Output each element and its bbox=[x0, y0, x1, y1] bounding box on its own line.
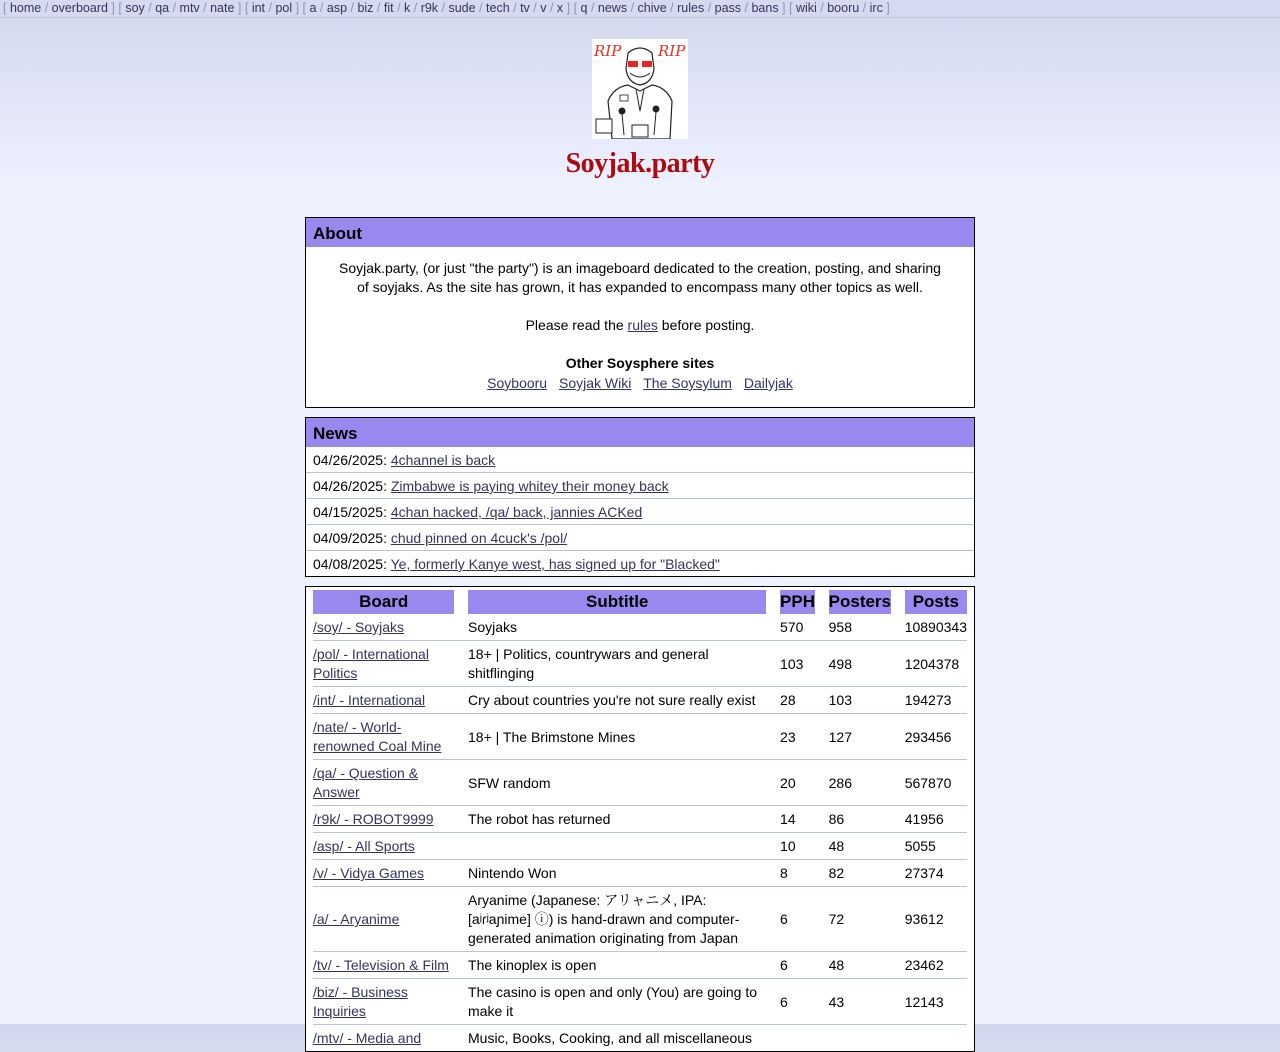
nav-link-booru[interactable]: booru bbox=[827, 1, 860, 15]
news-link[interactable]: 4channel is back bbox=[390, 452, 496, 468]
board-cell-pph: 20 bbox=[780, 759, 815, 805]
board-row bbox=[313, 978, 967, 1024]
news-link[interactable]: Ye, formerly Kanye west, has signed up for "Blacked" bbox=[390, 556, 720, 572]
board-cell-pph: 10 bbox=[780, 832, 815, 859]
nav-link-home[interactable]: home bbox=[9, 1, 42, 15]
board-cell-subtitle: Cry about countries you're not sure really exist bbox=[468, 686, 766, 713]
board-cell-posts: 567870 bbox=[905, 759, 967, 805]
board-cell-posters: 103 bbox=[829, 686, 891, 713]
board-link[interactable]: /pol/ - International Politics bbox=[313, 646, 429, 681]
news-item bbox=[306, 498, 974, 524]
nav-link-overboard[interactable]: overboard bbox=[51, 1, 108, 15]
link-soysylum[interactable]: The Soysylum bbox=[643, 375, 732, 391]
board-cell-posters: 127 bbox=[829, 713, 891, 759]
board-cell-posters: 286 bbox=[829, 759, 891, 805]
board-cell-subtitle: SFW random bbox=[468, 759, 766, 805]
board-cell-posts: 1204378 bbox=[905, 640, 967, 686]
nav-link-wiki[interactable]: wiki bbox=[795, 1, 817, 15]
nav-link-asp[interactable]: asp bbox=[326, 1, 348, 15]
board-row bbox=[313, 886, 967, 951]
nav-link-k[interactable]: k bbox=[404, 1, 411, 15]
board-row bbox=[313, 713, 967, 759]
board-cell-board bbox=[313, 686, 454, 713]
header-subtitle: Subtitle bbox=[468, 590, 766, 614]
board-cell-board bbox=[313, 805, 454, 832]
board-link[interactable]: /int/ - International bbox=[313, 692, 426, 708]
about-body bbox=[306, 247, 974, 407]
board-cell-posts: 23462 bbox=[905, 951, 967, 978]
board-cell-subtitle: Soyjaks bbox=[468, 619, 518, 635]
board-cell-board bbox=[313, 713, 454, 759]
board-cell-posts: 5055 bbox=[905, 832, 967, 859]
nav-link-tech[interactable]: tech bbox=[486, 1, 510, 15]
about-title: About bbox=[306, 218, 974, 247]
svg-text:RIP: RIP bbox=[658, 42, 686, 60]
rules-link[interactable]: rules bbox=[627, 317, 658, 333]
news-link[interactable]: chud pinned on 4cuck's /pol/ bbox=[390, 530, 568, 546]
header-posters: Posters bbox=[829, 590, 891, 614]
board-link[interactable]: /asp/ - All Sports bbox=[313, 838, 415, 854]
nav-link-biz[interactable]: biz bbox=[357, 1, 374, 15]
header-pph: PPH bbox=[780, 590, 815, 614]
other-sites-title: Other Soysphere sites bbox=[565, 355, 715, 371]
nav-link-v[interactable]: v bbox=[540, 1, 547, 15]
board-cell-posts: 27374 bbox=[905, 859, 967, 886]
link-soybooru[interactable]: Soybooru bbox=[487, 375, 548, 391]
board-cell-subtitle: The robot has returned bbox=[468, 805, 766, 832]
board-cell-posters bbox=[829, 1024, 891, 1051]
nav-link-r9k[interactable]: r9k bbox=[420, 1, 439, 15]
board-cell-board bbox=[313, 886, 454, 951]
board-cell-pph: 23 bbox=[780, 713, 815, 759]
nav-link-q[interactable]: q bbox=[580, 1, 588, 15]
news-list bbox=[306, 447, 974, 576]
header-board: Board bbox=[313, 590, 454, 614]
svg-text:RIP: RIP bbox=[594, 42, 622, 60]
board-row bbox=[313, 859, 967, 886]
news-item bbox=[306, 550, 974, 576]
board-cell-posters: 82 bbox=[829, 859, 891, 886]
boards-table bbox=[313, 590, 967, 1051]
board-link[interactable]: /biz/ - Business Inquiries bbox=[313, 984, 408, 1019]
about-description: Soyjak.party, (or just "the party") is an imageboard dedicated to the creation, posting, and sharing of soyjaks. As the site has grown, it has expanded to encompass many other topics as well. bbox=[339, 260, 941, 295]
board-link[interactable]: /mtv/ - Media and bbox=[313, 1030, 422, 1046]
nav-link-news[interactable]: news bbox=[597, 1, 628, 15]
board-cell-pph: 570 bbox=[780, 619, 804, 635]
board-cell-posters: 958 bbox=[828, 619, 852, 635]
nav-link-pass[interactable]: pass bbox=[714, 1, 742, 15]
board-cell-pph: 6 bbox=[780, 951, 815, 978]
nav-link-chive[interactable]: chive bbox=[637, 1, 667, 15]
board-link[interactable]: /qa/ - Question & Answer bbox=[313, 765, 419, 800]
board-cell-board bbox=[313, 951, 454, 978]
board-cell-subtitle: The casino is open and only (You) are going to make it bbox=[468, 978, 766, 1024]
board-cell-posters: 48 bbox=[829, 951, 891, 978]
rules-notice: Please read the rules before posting. bbox=[525, 317, 755, 333]
board-cell-pph: 8 bbox=[780, 859, 815, 886]
boards-box bbox=[305, 586, 975, 1052]
board-cell-subtitle: Aryanime (Japanese: アリャニメ, IPA: [aʲɾʲaɲime] ⓘ) is hand-drawn and computer-generated animation originating from Japan bbox=[468, 886, 766, 951]
nav-link-fit[interactable]: fit bbox=[383, 1, 394, 15]
board-cell-pph: 14 bbox=[780, 805, 815, 832]
board-link[interactable]: /a/ - Aryanime bbox=[313, 911, 400, 927]
nav-link-x[interactable]: x bbox=[556, 1, 564, 15]
board-row bbox=[313, 805, 967, 832]
board-cell-board bbox=[313, 978, 454, 1024]
board-link[interactable]: /v/ - Vidya Games bbox=[313, 865, 425, 881]
board-cell-posters: 86 bbox=[829, 805, 891, 832]
board-row bbox=[313, 951, 967, 978]
board-cell-board bbox=[313, 614, 454, 640]
board-cell-posters: 48 bbox=[829, 832, 891, 859]
board-row bbox=[313, 686, 967, 713]
nav-link-bans[interactable]: bans bbox=[751, 1, 779, 15]
news-item bbox=[306, 524, 974, 550]
board-cell-posters: 72 bbox=[829, 886, 891, 951]
board-cell-posters: 498 bbox=[829, 640, 891, 686]
board-cell-pph: 103 bbox=[780, 640, 815, 686]
board-cell-posts: 10890343 bbox=[904, 619, 967, 635]
nav-link-int[interactable]: int bbox=[251, 1, 266, 15]
nav-link-sude[interactable]: sude bbox=[448, 1, 476, 15]
header-posts: Posts bbox=[905, 590, 967, 614]
board-cell-subtitle: 18+ | Politics, countrywars and general shitflinging bbox=[468, 640, 766, 686]
board-cell-board bbox=[313, 640, 454, 686]
board-cell-subtitle bbox=[468, 832, 766, 859]
link-dailyjak[interactable]: Dailyjak bbox=[743, 375, 793, 391]
board-row bbox=[313, 759, 967, 805]
board-row bbox=[313, 1024, 967, 1051]
nav-link-irc[interactable]: irc bbox=[869, 1, 883, 15]
board-cell-posts: 293456 bbox=[905, 713, 967, 759]
news-date: 04/26/2025: bbox=[313, 452, 387, 468]
board-cell-pph: 6 bbox=[780, 978, 815, 1024]
board-cell-subtitle: 18+ | The Brimstone Mines bbox=[468, 713, 766, 759]
board-link[interactable]: /soy/ - Soyjaks bbox=[313, 619, 405, 635]
news-item bbox=[306, 472, 974, 498]
about-box bbox=[305, 217, 975, 408]
board-cell-pph: 6 bbox=[780, 886, 815, 951]
news-date: 04/26/2025: bbox=[313, 478, 387, 494]
board-cell-posts bbox=[905, 1024, 967, 1051]
board-cell-board bbox=[313, 759, 454, 805]
board-link[interactable]: /r9k/ - ROBOT9999 bbox=[313, 811, 434, 827]
board-link[interactable]: /tv/ - Television & Film bbox=[313, 957, 449, 973]
board-row bbox=[313, 640, 967, 686]
board-cell-posts: 93612 bbox=[905, 886, 967, 951]
board-row bbox=[313, 832, 967, 859]
board-cell-subtitle: Nintendo Won bbox=[468, 859, 766, 886]
nav-link-qa[interactable]: qa bbox=[155, 1, 170, 15]
board-cell-board bbox=[313, 1024, 454, 1051]
other-sites-links bbox=[336, 374, 944, 393]
board-cell-posts: 41956 bbox=[905, 805, 967, 832]
link-soyjak-wiki[interactable]: Soyjak Wiki bbox=[558, 375, 632, 391]
nav-link-mtv[interactable]: mtv bbox=[179, 1, 200, 15]
site-title: Soyjak.party bbox=[565, 148, 715, 179]
news-date: 04/09/2025: bbox=[313, 530, 387, 546]
news-link[interactable]: 4chan hacked, /qa/ back, jannies ACKed bbox=[390, 504, 643, 520]
rip-soyjak-logo-icon bbox=[592, 39, 688, 139]
top-board-nav: [ home / overboard ] [ soy / qa / mtv / nate ] [ int / pol ] [ a / asp / biz / fit / k / r9k / sude / tech / tv / v / x ] [ q / news / chive / rules / pass / bans ] [ wiki / booru / irc ] bbox=[0, 0, 1280, 18]
news-date: 04/08/2025: bbox=[313, 556, 387, 572]
board-link[interactable]: /nate/ - World-renowned Coal Mine bbox=[313, 719, 442, 754]
news-link[interactable]: Zimbabwe is paying whitey their money back bbox=[390, 478, 669, 494]
nav-link-soy[interactable]: soy bbox=[125, 1, 145, 15]
news-date: 04/15/2025: bbox=[313, 504, 387, 520]
site-header bbox=[0, 18, 1280, 180]
board-row bbox=[313, 614, 967, 640]
nav-link-rules[interactable]: rules bbox=[677, 1, 705, 15]
board-cell-posts: 12143 bbox=[905, 978, 967, 1024]
board-cell-board bbox=[313, 832, 454, 859]
news-title: News bbox=[306, 418, 974, 447]
boards-header-row bbox=[313, 590, 967, 614]
nav-link-pol[interactable]: pol bbox=[275, 1, 293, 15]
board-cell-pph bbox=[780, 1024, 815, 1051]
nav-link-tv[interactable]: tv bbox=[520, 1, 530, 15]
board-cell-posters: 43 bbox=[829, 978, 891, 1024]
board-cell-board bbox=[313, 859, 454, 886]
board-cell-posts: 194273 bbox=[905, 686, 967, 713]
board-cell-pph: 28 bbox=[780, 686, 815, 713]
nav-link-nate[interactable]: nate bbox=[210, 1, 235, 15]
nav-link-a[interactable]: a bbox=[309, 1, 317, 15]
news-box bbox=[305, 417, 975, 577]
board-cell-subtitle: The kinoplex is open bbox=[468, 951, 766, 978]
board-cell-subtitle: Music, Books, Cooking, and all miscellaneous bbox=[468, 1024, 766, 1051]
news-item bbox=[306, 447, 974, 472]
